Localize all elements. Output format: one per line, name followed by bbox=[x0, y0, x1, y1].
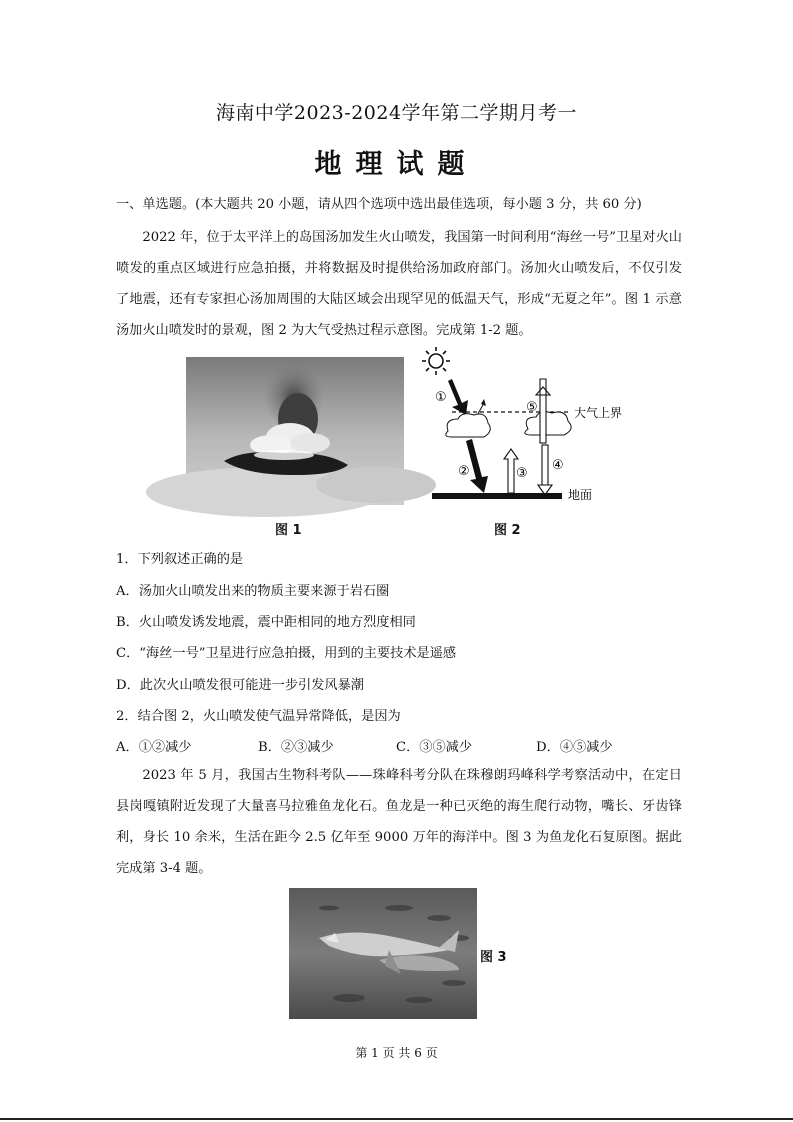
question-2-option-a: A．①②减少 bbox=[116, 740, 192, 755]
marker-4: ④ bbox=[552, 458, 564, 473]
marker-3: ③ bbox=[516, 466, 528, 481]
sun-icon bbox=[422, 347, 450, 375]
label-atmosphere-top: 大气上界 bbox=[574, 406, 623, 420]
ichthyosaur-photo bbox=[289, 888, 477, 1019]
marker-5: ⑤ bbox=[526, 400, 538, 415]
exam-title: 海南中学2023-2024学年第二学期月考一 bbox=[215, 102, 578, 124]
figure-2-caption: 图 2 bbox=[494, 523, 521, 538]
question-1-stem: 1．下列叙述正确的是 bbox=[116, 552, 244, 567]
figure-3-caption: 图 3 bbox=[480, 950, 507, 965]
exam-subject: 地理试题 bbox=[314, 149, 479, 180]
atmosphere-heating-diagram bbox=[418, 345, 623, 505]
marker-2: ② bbox=[458, 464, 470, 479]
section-heading: 一、单选题。(本大题共 20 小题，请从四个选项中选出最佳选项，每小题 3 分，共 60 分) bbox=[116, 197, 642, 212]
bottom-divider bbox=[0, 1118, 793, 1120]
marker-1: ① bbox=[435, 390, 447, 405]
question-2-stem: 2．结合图 2，火山喷发使气温异常降低，是因为 bbox=[116, 709, 401, 724]
passage-2: 2023 年 5 月，我国古生物科考队——珠峰科考分队在珠穆朗玛峰科学考察活动中，在定日县岗嘎镇附近发现了大量喜马拉雅鱼龙化石。鱼龙是一种已灭绝的海生爬行动物，嘴长、牙齿锋利，身长 10 余米，生活在距今 2.5 亿年至 9000 万年的海洋中。图 3 为鱼龙化石复原图。据此完成第 3-4 题。 bbox=[116, 768, 682, 876]
page-footer: 第 1 页 共 6 页 bbox=[355, 1046, 438, 1060]
question-1-option-d: D．此次火山喷发很可能进一步引发风暴潮 bbox=[116, 678, 364, 693]
question-1-option-b: B．火山喷发诱发地震，震中距相同的地方烈度相同 bbox=[116, 615, 416, 630]
question-1-option-a: A．汤加火山喷发出来的物质主要来源于岩石圈 bbox=[116, 584, 390, 599]
volcano-photo bbox=[186, 357, 404, 505]
question-1-option-c: C．“海丝一号”卫星进行应急拍摄，用到的主要技术是遥感 bbox=[116, 646, 457, 661]
label-ground: 地面 bbox=[568, 488, 593, 502]
figure-1-caption: 图 1 bbox=[275, 523, 302, 538]
passage-1: 2022 年，位于太平洋上的岛国汤加发生火山喷发，我国第一时间利用“海丝一号”卫星对火山喷发的重点区域进行应急拍摄，并将数据及时提供给汤加政府部门。汤加火山喷发后，不仅引发了地震，还有专家担心汤加周围的大陆区域会出现罕见的低温天气，形成“无夏之年”。图 1 示意汤加火山喷发时的景观，图 2 为大气受热过程示意图。完成第 1-2 题。 bbox=[116, 230, 682, 338]
question-2-options bbox=[116, 736, 696, 756]
question-2-option-d: D．④⑤减少 bbox=[536, 740, 613, 755]
question-2-option-c: C．③⑤减少 bbox=[396, 740, 473, 755]
question-2-option-b: B．②③减少 bbox=[258, 740, 334, 755]
